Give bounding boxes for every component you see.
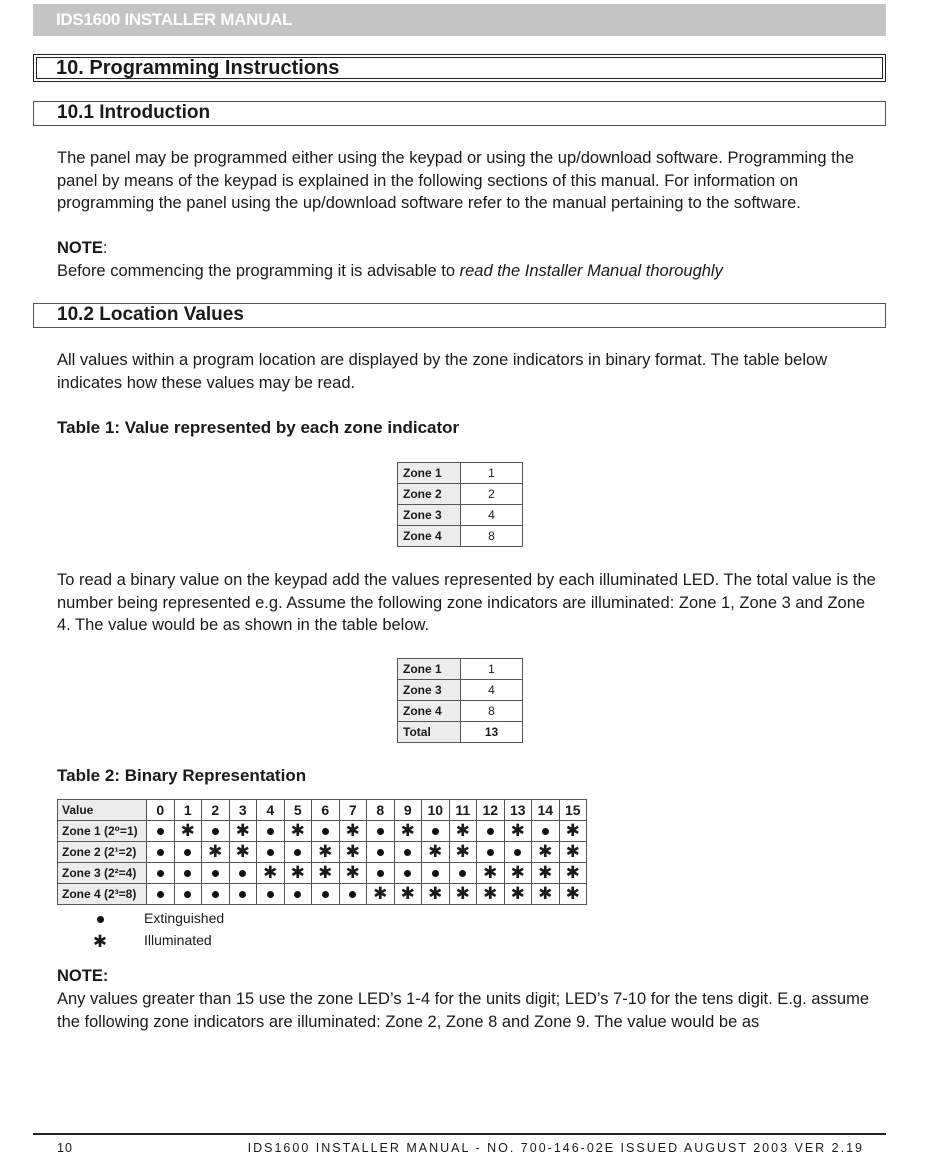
row-label: Total [398, 722, 461, 743]
illuminated-star-icon: ✱ [532, 842, 560, 863]
illuminated-star-icon: ✱ [229, 821, 257, 842]
extinguished-dot-icon [367, 863, 395, 884]
extinguished-dot-icon [284, 842, 312, 863]
value-column-header: 1 [174, 800, 202, 821]
row-value: 8 [461, 526, 523, 547]
row-value: 4 [461, 680, 523, 701]
table1-row [398, 463, 523, 484]
table1-row [398, 484, 523, 505]
value-column-header: 3 [229, 800, 257, 821]
illuminated-star-icon: ✱ [477, 863, 505, 884]
binary-representation-table [57, 799, 587, 905]
extinguished-dot-icon [394, 842, 422, 863]
zone-label: Zone 3 (2²=4) [58, 863, 147, 884]
legend-illuminated: Illuminated [144, 932, 212, 948]
value-column-header: 7 [339, 800, 367, 821]
row-value: 13 [461, 722, 523, 743]
row-value: 1 [461, 463, 523, 484]
extinguished-dot-icon [257, 842, 285, 863]
chapter-title-box [33, 54, 886, 82]
extinguished-dot-icon [284, 884, 312, 905]
table1-row [398, 526, 523, 547]
extinguished-dot-icon [257, 884, 285, 905]
extinguished-dot-icon [202, 884, 230, 905]
note-italic: read the Installer Manual thoroughly [459, 261, 723, 280]
illuminated-star-icon: ✱ [504, 863, 532, 884]
extinguished-dot-icon [147, 884, 175, 905]
extinguished-dot-icon [367, 821, 395, 842]
extinguished-dot-icon [477, 842, 505, 863]
extinguished-dot-icon [202, 863, 230, 884]
extinguished-dot-icon [449, 863, 477, 884]
location-values-paragraph: All values within a program location are displayed by the zone indicators in binary format. The table below indicates how these values may be read. [57, 351, 828, 392]
note-colon: : [102, 239, 108, 257]
extinguished-dot-icon [422, 863, 450, 884]
illuminated-star-icon: ✱ [394, 821, 422, 842]
value-column-header: 9 [394, 800, 422, 821]
example-row [398, 722, 523, 743]
footer-rule [33, 1133, 886, 1135]
extinguished-dot-icon [312, 884, 340, 905]
note-block [57, 237, 877, 282]
illuminated-star-icon: ✱ [339, 863, 367, 884]
extinguished-dot-icon [532, 821, 560, 842]
row-label: Zone 1 [398, 659, 461, 680]
zone-value-table [397, 462, 523, 547]
extinguished-dot-icon [339, 884, 367, 905]
illuminated-star-icon: ✱ [559, 821, 587, 842]
chapter-title: 10. Programming Instructions [36, 57, 883, 79]
value-column-header: 0 [147, 800, 175, 821]
zone-label: Zone 4 (2³=8) [58, 884, 147, 905]
value-header: Value [58, 800, 147, 821]
illuminated-star-icon: ✱ [312, 863, 340, 884]
extinguished-dot-icon [147, 821, 175, 842]
row-value: 1 [461, 659, 523, 680]
zone-label: Zone 2 (2¹=2) [58, 842, 147, 863]
value-column-header: 11 [449, 800, 477, 821]
note2-text: Any values greater than 15 use the zone LED’s 1-4 for the units digit; LED’s 7-10 for the tens digit. E.g. assume the following zone indicators are illuminated: Zone 2, Zone 8 and Zone 9. The value would be as [57, 990, 870, 1031]
illuminated-star-icon: ✱ [312, 842, 340, 863]
illuminated-star-icon: ✱ [339, 842, 367, 863]
table1-row [398, 505, 523, 526]
section-heading-location-values: 10.2 Location Values [33, 303, 886, 328]
binary-zone-row [58, 842, 587, 863]
page-number: 10 [57, 1141, 73, 1155]
binary-zone-row [58, 863, 587, 884]
extinguished-dot-icon [257, 821, 285, 842]
note-text: Before commencing the programming it is advisable to [57, 261, 460, 280]
extinguished-dot-icon [174, 842, 202, 863]
row-value: 4 [461, 505, 523, 526]
row-label: Zone 3 [398, 505, 461, 526]
illuminated-star-icon: ✱ [394, 884, 422, 905]
illuminated-star-icon: ✱ [202, 842, 230, 863]
value-column-header: 2 [202, 800, 230, 821]
illuminated-star-icon: ✱ [174, 821, 202, 842]
illuminated-star-icon: ✱ [449, 884, 477, 905]
illuminated-star-icon: ✱ [339, 821, 367, 842]
extinguished-dot-icon [422, 821, 450, 842]
extinguished-dot-icon [367, 842, 395, 863]
row-label: Zone 1 [398, 463, 461, 484]
table1-caption: Table 1: Value represented by each zone indicator [57, 418, 460, 437]
note2-label: NOTE: [57, 967, 109, 985]
running-header: IDS1600 INSTALLER MANUAL [33, 4, 886, 36]
binary-zone-row [58, 884, 587, 905]
extinguished-dot-icon [477, 821, 505, 842]
illuminated-star-icon: ✱ [559, 884, 587, 905]
row-label: Zone 2 [398, 484, 461, 505]
value-column-header: 10 [422, 800, 450, 821]
example-row [398, 701, 523, 722]
value-column-header: 12 [477, 800, 505, 821]
illuminated-star-icon: ✱ [559, 842, 587, 863]
extinguished-dot-icon [92, 911, 108, 929]
value-column-header: 6 [312, 800, 340, 821]
binary-read-paragraph: To read a binary value on the keypad add the values represented by each illuminated LED. The total value is the number being represented e.g. Assume the following zone indicators are illuminated: Zone 1, Zone 3 and Zone 4. The value would be as shown in the table below. [57, 571, 876, 634]
value-column-header: 15 [559, 800, 587, 821]
illuminated-star-icon: ✱ [559, 863, 587, 884]
example-row [398, 680, 523, 701]
extinguished-dot-icon [394, 863, 422, 884]
section-heading-introduction: 10.1 Introduction [33, 101, 886, 126]
illuminated-star-icon: ✱ [367, 884, 395, 905]
note-label: NOTE [57, 239, 103, 257]
illuminated-star-icon: ✱ [532, 863, 560, 884]
zone-label: Zone 1 (2⁰=1) [58, 821, 147, 842]
value-column-header: 8 [367, 800, 395, 821]
extinguished-dot-icon [229, 863, 257, 884]
extinguished-dot-icon [174, 863, 202, 884]
row-value: 2 [461, 484, 523, 505]
illuminated-star-icon: ✱ [449, 821, 477, 842]
value-column-header: 14 [532, 800, 560, 821]
extinguished-dot-icon [147, 842, 175, 863]
table2-caption: Table 2: Binary Representation [57, 766, 307, 785]
value-column-header: 4 [257, 800, 285, 821]
row-label: Zone 4 [398, 526, 461, 547]
illuminated-star-icon: ✱ [284, 821, 312, 842]
illuminated-star-icon: ✱ [477, 884, 505, 905]
extinguished-dot-icon [174, 884, 202, 905]
intro-paragraph: The panel may be programmed either using the keypad or using the up/download software. Programming the panel by means of the keypad is explained in the following sections of this manual. For information on programming the panel using the up/download software refer to the manual pertaining to the software. [57, 149, 855, 212]
binary-header-row [58, 800, 587, 821]
value-column-header: 5 [284, 800, 312, 821]
illuminated-star-icon: ✱ [284, 863, 312, 884]
illuminated-star-icon: ✱ [449, 842, 477, 863]
extinguished-dot-icon [147, 863, 175, 884]
illuminated-star-icon: ✱ [92, 932, 108, 952]
value-column-header: 13 [504, 800, 532, 821]
illuminated-star-icon: ✱ [422, 884, 450, 905]
example-total-table [397, 658, 523, 743]
extinguished-dot-icon [312, 821, 340, 842]
row-label: Zone 4 [398, 701, 461, 722]
illuminated-star-icon: ✱ [229, 842, 257, 863]
illuminated-star-icon: ✱ [504, 884, 532, 905]
legend-extinguished: Extinguished [144, 910, 225, 926]
illuminated-star-icon: ✱ [532, 884, 560, 905]
row-label: Zone 3 [398, 680, 461, 701]
row-value: 8 [461, 701, 523, 722]
extinguished-dot-icon [202, 821, 230, 842]
extinguished-dot-icon [504, 842, 532, 863]
illuminated-star-icon: ✱ [504, 821, 532, 842]
illuminated-star-icon: ✱ [257, 863, 285, 884]
illuminated-star-icon: ✱ [422, 842, 450, 863]
example-row [398, 659, 523, 680]
footer-doc-info: IDS1600 INSTALLER MANUAL - NO. 700-146-02E ISSUED AUGUST 2003 VER 2.19 [247, 1141, 864, 1155]
extinguished-dot-icon [229, 884, 257, 905]
binary-zone-row [58, 821, 587, 842]
